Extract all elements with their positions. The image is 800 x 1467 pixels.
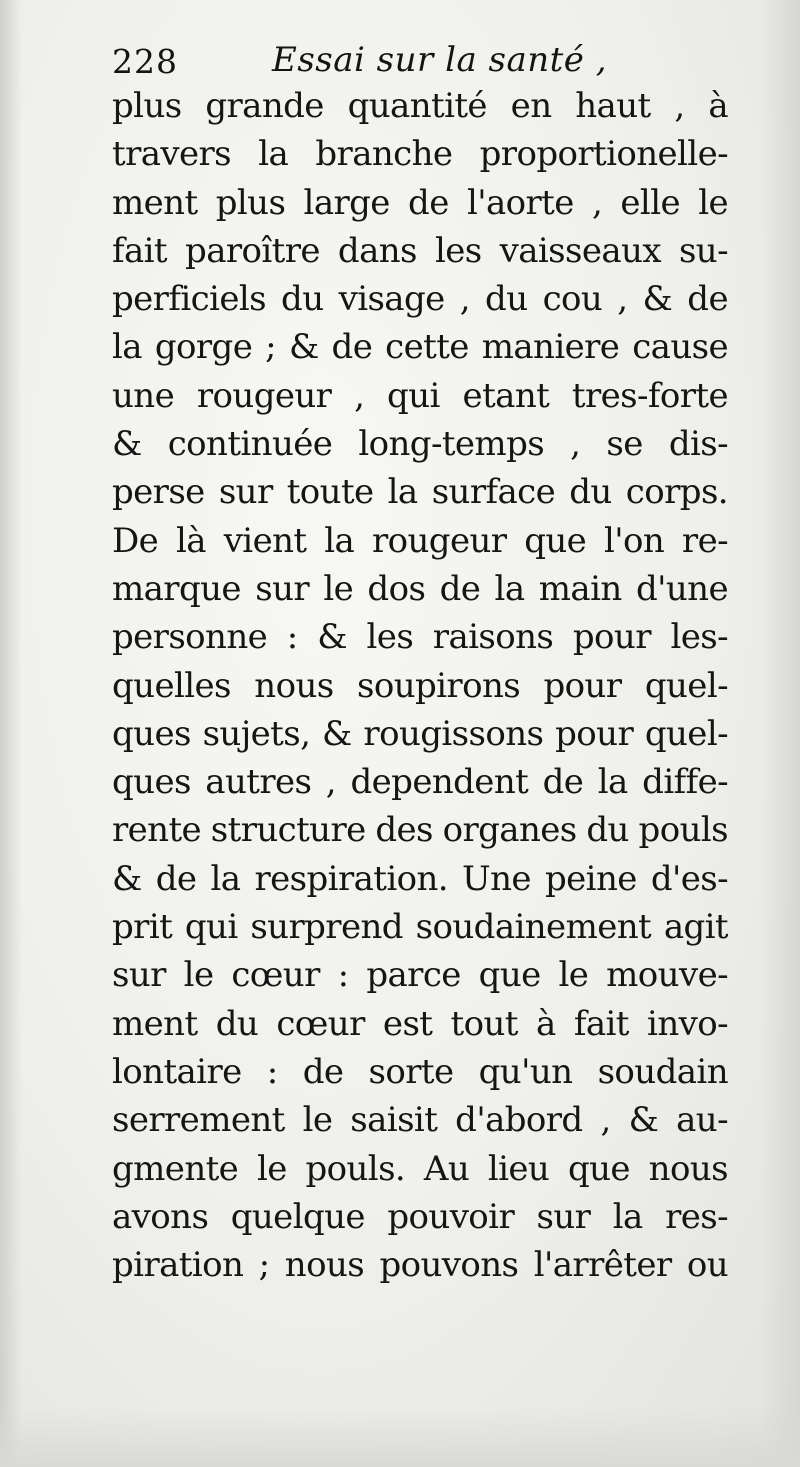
text-line: plus grande quantité en haut , à bbox=[112, 86, 728, 126]
page-header bbox=[112, 38, 732, 88]
text-line: serrement le saisit d'abord , & au- bbox=[112, 1100, 728, 1141]
body-text bbox=[112, 82, 728, 1289]
text-line: perficiels du visage , du cou , & de bbox=[112, 279, 728, 320]
text-line: avons quelque pouvoir sur la res- bbox=[112, 1196, 728, 1237]
text-line: rente structure des organes du pouls bbox=[112, 810, 728, 851]
text-line: & de la respiration. Une peine d'es- bbox=[112, 858, 728, 899]
text-line: & continuée long-temps , se dis- bbox=[112, 424, 728, 465]
page-binding-shadow bbox=[0, 0, 22, 1467]
text-line: De là vient la rougeur que l'on re- bbox=[112, 520, 728, 561]
text-line: marque sur le dos de la main d'une bbox=[112, 568, 728, 609]
text-line: une rougeur , qui etant tres-forte bbox=[112, 375, 728, 416]
text-line: ques autres , dependent de la diffe- bbox=[112, 762, 728, 803]
text-line: fait paroître dans les vaisseaux su- bbox=[112, 230, 728, 271]
text-line: travers la branche proportionelle- bbox=[112, 134, 728, 175]
text-line: ment plus large de l'aorte , elle le bbox=[112, 182, 728, 223]
text-line: perse sur toute la surface du corps. bbox=[112, 472, 728, 513]
running-title: Essai sur la santé , bbox=[272, 40, 608, 80]
text-line: personne : & les raisons pour les- bbox=[112, 617, 728, 658]
text-line: lontaire : de sorte qu'un soudain bbox=[112, 1051, 728, 1092]
text-line: ques sujets, & rougissons pour quel- bbox=[112, 713, 728, 754]
text-line: la gorge ; & de cette maniere cause bbox=[112, 327, 728, 368]
page-bottom-shadow bbox=[0, 1407, 800, 1467]
text-line: ment du cœur est tout à fait invo- bbox=[112, 1003, 728, 1044]
text-line: quelles nous soupirons pour quel- bbox=[112, 665, 728, 706]
text-line: prit qui surprend soudainement agit bbox=[112, 907, 728, 948]
text-line: sur le cœur : parce que le mouve- bbox=[112, 955, 728, 996]
text-line: piration ; nous pouvons l'arrêter ou bbox=[112, 1245, 728, 1286]
text-line: gmente le pouls. Au lieu que nous bbox=[112, 1148, 728, 1189]
page-edge-shadow bbox=[760, 0, 800, 1467]
page-number: 228 bbox=[112, 42, 178, 81]
